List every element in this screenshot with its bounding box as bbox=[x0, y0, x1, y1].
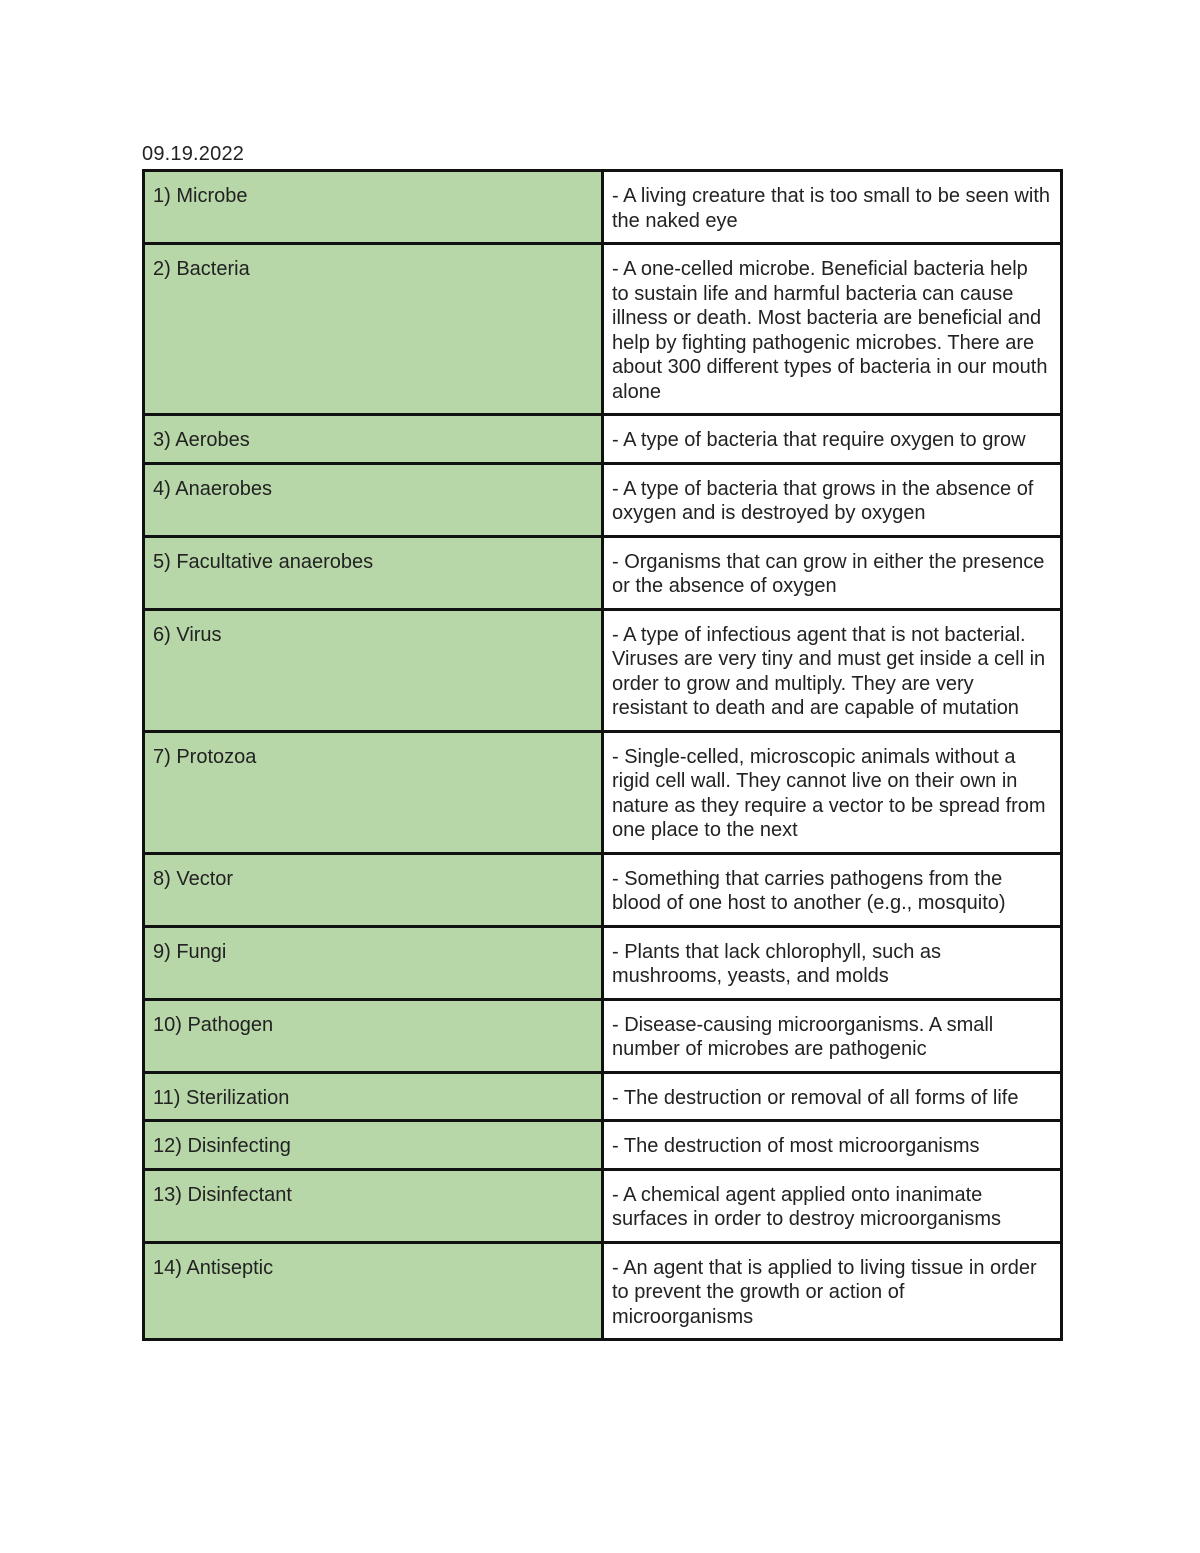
table-row bbox=[144, 853, 1062, 926]
definition-cell: - A living creature that is too small to be seen with the naked eye bbox=[603, 171, 1062, 244]
term-cell: 12) Disinfecting bbox=[144, 1121, 603, 1170]
term-cell: 11) Sterilization bbox=[144, 1072, 603, 1121]
term-cell: 13) Disinfectant bbox=[144, 1169, 603, 1242]
table-row bbox=[144, 1121, 1062, 1170]
term-cell: 6) Virus bbox=[144, 609, 603, 731]
page-date: 09.19.2022 bbox=[142, 143, 245, 165]
definition-cell: - Plants that lack chlorophyll, such as mushrooms, yeasts, and molds bbox=[603, 926, 1062, 999]
term-cell: 8) Vector bbox=[144, 853, 603, 926]
table-row bbox=[144, 999, 1062, 1072]
definition-cell: - Single-celled, microscopic animals without a rigid cell wall. They cannot live on their own in nature as they require a vector to be spread from one place to the next bbox=[603, 731, 1062, 853]
term-cell: 4) Anaerobes bbox=[144, 463, 603, 536]
term-cell: 9) Fungi bbox=[144, 926, 603, 999]
table-row bbox=[144, 536, 1062, 609]
definition-cell: - A type of bacteria that grows in the absence of oxygen and is destroyed by oxygen bbox=[603, 463, 1062, 536]
term-cell: 2) Bacteria bbox=[144, 244, 603, 415]
table-row bbox=[144, 171, 1062, 244]
definition-cell: - Something that carries pathogens from the blood of one host to another (e.g., mosquito) bbox=[603, 853, 1062, 926]
definition-cell: - The destruction of most microorganisms bbox=[603, 1121, 1062, 1170]
table-row bbox=[144, 1072, 1062, 1121]
term-cell: 5) Facultative anaerobes bbox=[144, 536, 603, 609]
table-row bbox=[144, 609, 1062, 731]
term-cell: 7) Protozoa bbox=[144, 731, 603, 853]
definition-cell: - A chemical agent applied onto inanimate surfaces in order to destroy microorganisms bbox=[603, 1169, 1062, 1242]
term-cell: 10) Pathogen bbox=[144, 999, 603, 1072]
definition-cell: - A type of bacteria that require oxygen to grow bbox=[603, 415, 1062, 464]
definition-cell: - Disease-causing microorganisms. A small number of microbes are pathogenic bbox=[603, 999, 1062, 1072]
definition-cell: - A type of infectious agent that is not bacterial. Viruses are very tiny and must get inside a cell in order to grow and multiply. They are very resistant to death and are capable of mutation bbox=[603, 609, 1062, 731]
table-row bbox=[144, 1242, 1062, 1340]
table-row bbox=[144, 463, 1062, 536]
table-row bbox=[144, 1169, 1062, 1242]
definition-cell: - Organisms that can grow in either the presence or the absence of oxygen bbox=[603, 536, 1062, 609]
definition-cell: - The destruction or removal of all forms of life bbox=[603, 1072, 1062, 1121]
table-row bbox=[144, 731, 1062, 853]
definition-cell: - A one-celled microbe. Beneficial bacteria help to sustain life and harmful bacteria can cause illness or death. Most bacteria are beneficial and help by fighting pathogenic microbes. There are about 300 different types of bacteria in our mouth alone bbox=[603, 244, 1062, 415]
definition-cell: - An agent that is applied to living tissue in order to prevent the growth or action of microorganisms bbox=[603, 1242, 1062, 1340]
table-row bbox=[144, 244, 1062, 415]
table-row bbox=[144, 415, 1062, 464]
term-cell: 14) Antiseptic bbox=[144, 1242, 603, 1340]
term-cell: 1) Microbe bbox=[144, 171, 603, 244]
term-cell: 3) Aerobes bbox=[144, 415, 603, 464]
table-row bbox=[144, 926, 1062, 999]
vocabulary-table bbox=[142, 169, 1063, 1341]
